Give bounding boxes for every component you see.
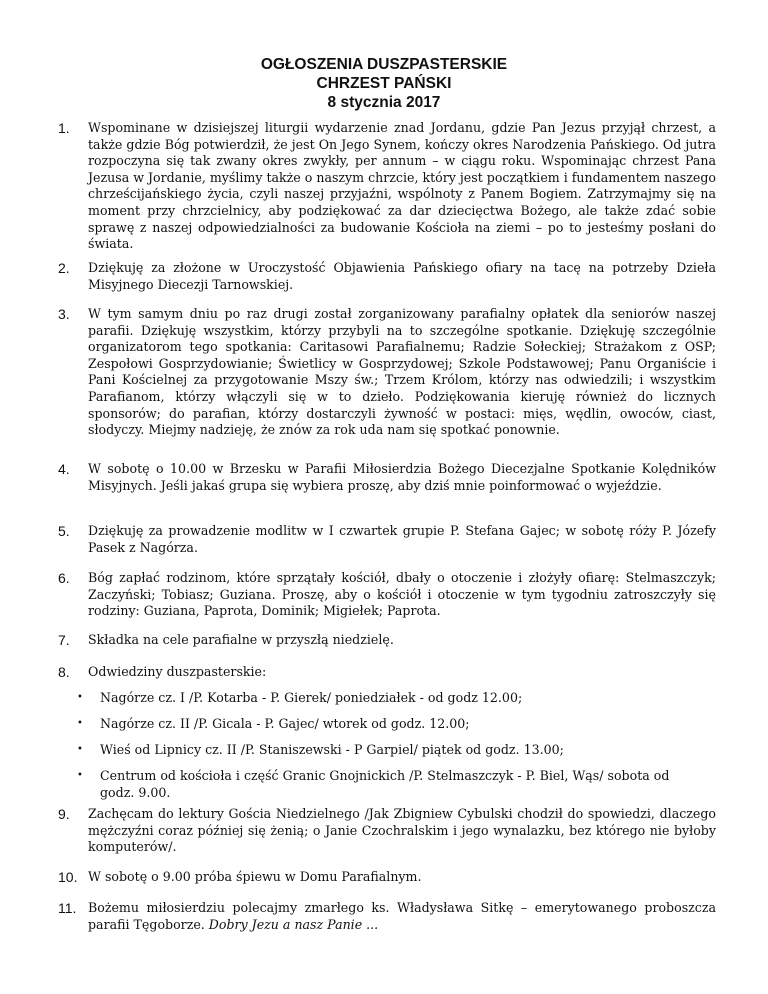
item-text: Dziękuję za prowadzenie modlitw w I czwartek grupie P. Stefana Gajec; w sobotę róży P. Józefy Pasek z Nagórza. <box>88 523 716 555</box>
bullet-icon: • <box>77 692 83 703</box>
visit-text: Centrum od kościoła i część Granic Gnojnickich /P. Stelmaszczyk - P. Biel, Wąs/ sobota od godz. 9.00. <box>100 768 670 800</box>
item-text <box>88 900 716 933</box>
item-text: W sobotę o 10.00 w Brzesku w Parafii Miłosierdzia Bożego Diecezjalne Spotkanie Kolędników Misyjnych. Jeśli jakaś grupa się wybiera proszę, aby dziś mnie poinformować o wyjeździe. <box>88 461 716 493</box>
item-text-body: Bożemu miłosierdziu polecajmy zmarłego ks. Władysława Sitkę – emerytowanego proboszcza parafii Tęgoborze. <box>88 900 716 932</box>
item-text: W tym samym dniu po raz drugi został zorganizowany parafialny opłatek dla seniorów naszej parafii. Dziękuję wszystkim, którzy przybyli na to szczególne spotkanie. Dziękuję szczególnie organizatorom tego spotkania: Caritasowi Parafialnemu; Radzie Sołeckiej; Strażakom z OSP; Zespołowi Gosprzydowianie; Świetlicy w Gosprzydowej; Szkole Podstawowej; Panu Organiście i Pani Kościelnej za przygotowanie Mszy św.; Trzem Królom, którzy nas odwiedzili; i wszystkim Parafianom, którzy włączyli się w to dzieło. Podziękowania kieruję również do licznych sponsorów; do parafian, którzy dostarczyli żywność w postaci: mięs, wędlin, owoców, ciast, słodyczy. Miejmy nadzieję, że znów za rok uda nam się spotkać ponownie. <box>88 306 716 438</box>
item-text: Wspominane w dzisiejszej liturgii wydarzenie znad Jordanu, gdzie Pan Jezus przyjął chrzest, a także gdzie Bóg potwierdził, że jest On Jego Synem, kończy okres Narodzenia Pańskiego. Od jutra rozpoczyna się tak zwany okres zwykły, per annum – w ciągu roku. Wspominając chrzest Pana Jezusa w Jordanie, myślimy także o naszym chrzcie, który jest początkiem i fundamentem naszego chrześcijańskiego życia, czyli naszej przyjaźni, wspólnoty z Panem Bogiem. Zatrzymajmy się na moment przy chrzcielnicy, aby podziękować za dar dziecięctwa Bożego, ale także zdać sobie sprawę z naszej odpowiedzialności za budowanie Kościoła na ziemi – po to jesteśmy posłani do świata. <box>88 120 716 252</box>
bullet-icon: • <box>77 744 83 755</box>
item-number: 5. <box>58 523 70 539</box>
item-number: 8. <box>58 664 70 680</box>
document-title: OGŁOSZENIA DUSZPASTERSKIE <box>260 56 508 73</box>
visit-text: Nagórze cz. II /P. Gicala - P. Gajec/ wtorek od godz. 12.00; <box>100 716 470 731</box>
item-number: 4. <box>58 461 70 477</box>
item-text: Dziękuję za złożone w Uroczystość Objawienia Pańskiego ofiary na tacę na potrzeby Dzieła Misyjnego Diecezji Tarnowskiej. <box>88 260 716 292</box>
item-number: 11. <box>58 900 77 916</box>
bullet-icon: • <box>77 770 83 781</box>
item-text: Bóg zapłać rodzinom, które sprzątały kościół, dbały o otoczenie i złożyły ofiarę: Stelmaszczyk; Zaczyński; Tobiasz; Guziana. Proszę, aby o kościół i otoczenie w tym tygodniu zatroszczyły się rodziny: Guziana, Paprota, Dominik; Migiełek; Paprota. <box>88 570 716 619</box>
item-number: 10. <box>58 869 78 885</box>
prayer-text: Dobry Jezu a nasz Panie ... <box>208 916 379 932</box>
item-text: Zachęcam do lektury Gościa Niedzielnego /Jak Zbigniew Cybulski chodził do spowiedzi, dlaczego mężczyźni coraz później się żenią; o Janie Czochralskim i jego wynalazku, bez którego nie byłoby komputerów/. <box>88 806 716 855</box>
item-number: 1. <box>58 120 70 136</box>
item-text: Odwiedziny duszpasterskie: <box>88 664 267 679</box>
document-subtitle: CHRZEST PAŃSKI <box>316 75 452 92</box>
item-number: 2. <box>58 260 70 276</box>
item-number: 9. <box>58 806 70 822</box>
visit-text: Wieś od Lipnicy cz. II /P. Staniszewski - P Garpiel/ piątek od godz. 13.00; <box>100 742 564 757</box>
bullet-icon: • <box>77 718 83 729</box>
item-number: 7. <box>58 632 70 648</box>
visit-text: Nagórze cz. I /P. Kotarba - P. Gierek/ poniedziałek - od godz 12.00; <box>100 690 523 705</box>
item-number: 6. <box>58 570 70 586</box>
document-date: 8 stycznia 2017 <box>327 94 441 111</box>
item-text: Składka na cele parafialne w przyszłą niedzielę. <box>88 632 394 647</box>
item-number: 3. <box>58 306 70 322</box>
document-header <box>0 55 768 112</box>
item-text: W sobotę o 9.00 próba śpiewu w Domu Parafialnym. <box>88 869 422 884</box>
